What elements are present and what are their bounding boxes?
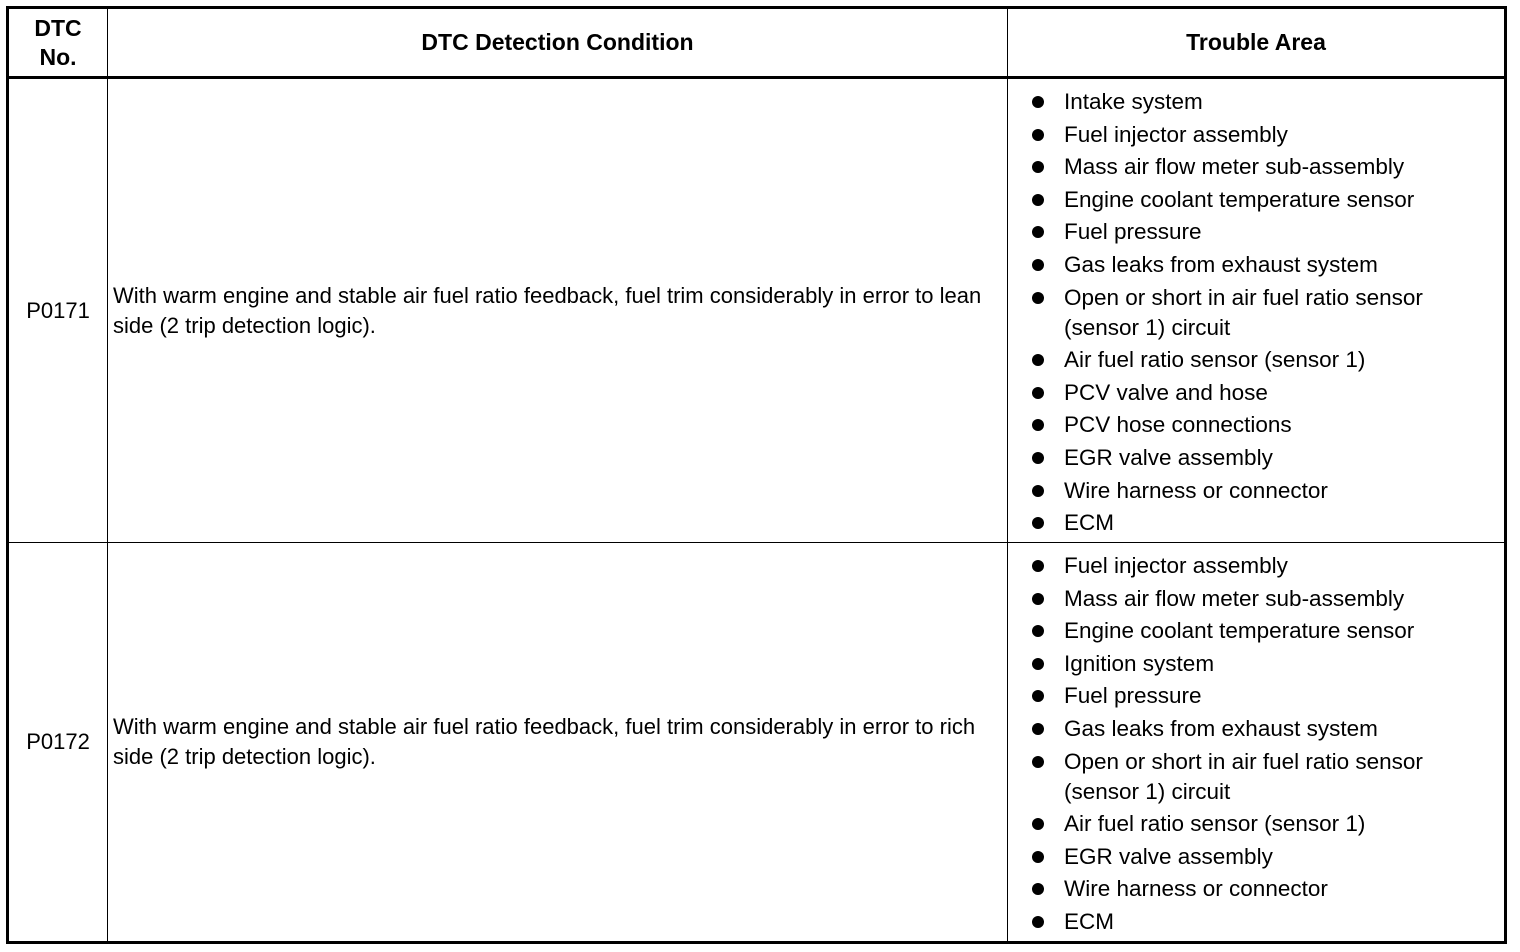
bullet-icon bbox=[1032, 161, 1044, 173]
header-row bbox=[8, 8, 1506, 78]
trouble-area-item bbox=[1008, 907, 1504, 937]
trouble-area-text: Mass air flow meter sub-assembly bbox=[1064, 585, 1405, 611]
dtc-code: P0171 bbox=[8, 78, 108, 543]
trouble-area-item bbox=[1008, 874, 1504, 904]
trouble-area-list bbox=[1008, 87, 1504, 538]
bullet-icon bbox=[1032, 916, 1044, 928]
bullet-icon bbox=[1032, 452, 1044, 464]
trouble-area-text: PCV hose connections bbox=[1064, 412, 1292, 438]
trouble-area-text: Fuel pressure bbox=[1064, 683, 1202, 709]
trouble-area-item bbox=[1008, 345, 1504, 375]
trouble-area-text: Engine coolant temperature sensor bbox=[1064, 186, 1415, 212]
trouble-area-item bbox=[1008, 185, 1504, 215]
bullet-icon bbox=[1032, 354, 1044, 366]
detection-condition: With warm engine and stable air fuel ratio feedback, fuel trim considerably in error to lean side (2 trip detection logic). bbox=[108, 78, 1008, 543]
trouble-area-text: EGR valve assembly bbox=[1064, 444, 1273, 470]
trouble-area-item bbox=[1008, 714, 1504, 744]
trouble-area-text: Wire harness or connector bbox=[1064, 477, 1328, 503]
trouble-area-text: Intake system bbox=[1064, 89, 1203, 114]
trouble-area-text: Air fuel ratio sensor (sensor 1) bbox=[1064, 347, 1366, 373]
trouble-area-item bbox=[1008, 584, 1504, 614]
bullet-icon bbox=[1032, 485, 1044, 497]
trouble-area-item bbox=[1008, 809, 1504, 839]
bullet-icon bbox=[1032, 851, 1044, 863]
dtc-code: P0172 bbox=[8, 543, 108, 943]
trouble-area-item bbox=[1008, 681, 1504, 711]
trouble-area-item bbox=[1008, 378, 1504, 408]
trouble-area-text: Fuel injector assembly bbox=[1064, 553, 1288, 578]
trouble-area-text: Air fuel ratio sensor (sensor 1) bbox=[1064, 811, 1366, 837]
trouble-area-item bbox=[1008, 410, 1504, 440]
bullet-icon bbox=[1032, 226, 1044, 238]
trouble-area-item bbox=[1008, 120, 1504, 150]
trouble-area-text: Fuel pressure bbox=[1064, 219, 1202, 245]
bullet-icon bbox=[1032, 658, 1044, 670]
trouble-area-cell bbox=[1008, 78, 1506, 543]
trouble-area-text: Open or short in air fuel ratio sensor (sensor 1) circuit bbox=[1064, 284, 1423, 340]
trouble-area-list bbox=[1008, 551, 1504, 937]
header-condition: DTC Detection Condition bbox=[108, 8, 1008, 78]
bullet-icon bbox=[1032, 259, 1044, 271]
bullet-icon bbox=[1032, 818, 1044, 830]
bullet-icon bbox=[1032, 690, 1044, 702]
trouble-area-item bbox=[1008, 747, 1504, 807]
bullet-icon bbox=[1032, 560, 1044, 572]
trouble-area-text: Fuel injector assembly bbox=[1064, 121, 1288, 147]
trouble-area-item bbox=[1008, 649, 1504, 679]
bullet-icon bbox=[1032, 883, 1044, 895]
trouble-area-item bbox=[1008, 476, 1504, 506]
table-row bbox=[8, 78, 1506, 543]
trouble-area-text: ECM bbox=[1064, 510, 1114, 536]
trouble-area-item bbox=[1008, 842, 1504, 872]
bullet-icon bbox=[1032, 96, 1044, 108]
trouble-area-text: EGR valve assembly bbox=[1064, 843, 1273, 869]
detection-condition: With warm engine and stable air fuel ratio feedback, fuel trim considerably in error to rich side (2 trip detection logic). bbox=[108, 543, 1008, 943]
bullet-icon bbox=[1032, 419, 1044, 431]
trouble-area-cell bbox=[1008, 543, 1506, 943]
header-trouble-area: Trouble Area bbox=[1008, 8, 1506, 78]
trouble-area-text: Wire harness or connector bbox=[1064, 876, 1328, 902]
trouble-area-item bbox=[1008, 551, 1504, 581]
trouble-area-item bbox=[1008, 217, 1504, 247]
trouble-area-item bbox=[1008, 283, 1504, 343]
table-row bbox=[8, 543, 1506, 943]
trouble-area-text: Gas leaks from exhaust system bbox=[1064, 715, 1378, 741]
dtc-table bbox=[6, 6, 1507, 944]
bullet-icon bbox=[1032, 517, 1044, 529]
trouble-area-item bbox=[1008, 87, 1504, 117]
trouble-area-item bbox=[1008, 616, 1504, 646]
bullet-icon bbox=[1032, 625, 1044, 637]
trouble-area-item bbox=[1008, 152, 1504, 182]
trouble-area-text: Ignition system bbox=[1064, 650, 1215, 676]
header-dtc-no bbox=[8, 8, 108, 78]
trouble-area-text: Open or short in air fuel ratio sensor (sensor 1) circuit bbox=[1064, 748, 1423, 804]
bullet-icon bbox=[1032, 593, 1044, 605]
trouble-area-text: Gas leaks from exhaust system bbox=[1064, 251, 1378, 277]
trouble-area-item bbox=[1008, 508, 1504, 538]
bullet-icon bbox=[1032, 387, 1044, 399]
header-dtc-no-line2: No. bbox=[39, 43, 77, 70]
trouble-area-text: ECM bbox=[1064, 908, 1114, 934]
header-dtc-no-line1: DTC bbox=[34, 14, 82, 41]
trouble-area-text: Engine coolant temperature sensor bbox=[1064, 618, 1415, 644]
bullet-icon bbox=[1032, 194, 1044, 206]
trouble-area-item bbox=[1008, 443, 1504, 473]
bullet-icon bbox=[1032, 129, 1044, 141]
bullet-icon bbox=[1032, 723, 1044, 735]
trouble-area-item bbox=[1008, 250, 1504, 280]
bullet-icon bbox=[1032, 756, 1044, 768]
trouble-area-text: PCV valve and hose bbox=[1064, 379, 1268, 405]
bullet-icon bbox=[1032, 292, 1044, 304]
trouble-area-text: Mass air flow meter sub-assembly bbox=[1064, 154, 1405, 180]
